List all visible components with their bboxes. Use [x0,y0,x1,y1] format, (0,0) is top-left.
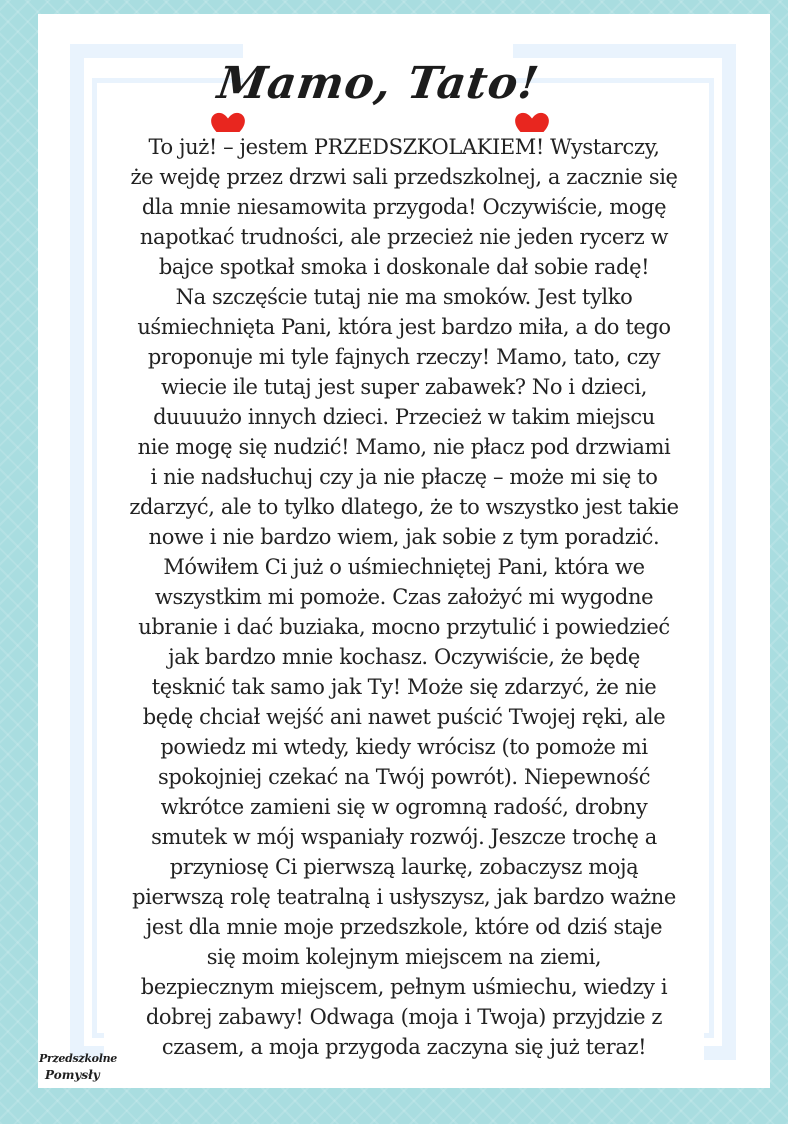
letter-line: bajce spotkał smoka i doskonale dał sobie radę! [158,255,650,279]
letter-page [38,14,770,1088]
letter-line: czasem, a moja przygoda zaczyna się już teraz! [161,1035,647,1059]
letter-line: pierwszą rolę teatralną i usłyszysz, jak bardzo ważne [132,885,676,909]
title-box [214,44,542,122]
letter-line: nowe i nie bardzo wiem, jak sobie z tym poradzić. [148,525,660,549]
letter-line: smutek w mój wspaniały rozwój. Jeszcze trochę a [151,825,657,849]
letter-line: dla mnie niesamowita przygoda! Oczywiście, mogę [141,195,667,219]
letter-line: ubranie i dać buziaka, mocno przytulić i powiedzieć [138,615,670,639]
letter-line: się moim kolejnym miejscem na ziemi, [206,945,602,969]
letter-line: przyniosę Ci pierwszą laurkę, zobaczysz moją [169,855,639,879]
letter-line: że wejdę przez drzwi sali przedszkolnej, a zacznie się [130,165,678,189]
letter-line: Na szczęście tutaj nie ma smoków. Jest tylko [175,285,633,309]
letter-line: To już! – jestem PRZEDSZKOLAKIEM! Wystarczy, [148,135,660,159]
letter-line: napotkać trudności, ale przecież nie jeden rycerz w [139,225,669,249]
letter-line: spokojniej czekać na Twój powrót). Niepewność [157,765,651,789]
letter-line: proponuje mi tyle fajnych rzeczy! Mamo, tato, czy [147,345,661,369]
letter-line: bezpiecznym miejscem, pełnym uśmiechu, wiedzy i [140,975,668,999]
letter-line: wszystkim mi pomoże. Czas założyć mi wygodne [154,585,654,609]
letter-line: Mówiłem Ci już o uśmiechniętej Pani, która we [163,555,645,579]
letter-line: jak bardzo mnie kochasz. Oczywiście, że będę [168,645,640,669]
letter-line: wkrótce zamieni się w ogromną radość, drobny [160,795,648,819]
letter-line: zdarzyć, ale to tylko dlatego, że to wszystko jest takie [129,495,679,519]
brand-logo [39,1052,117,1088]
letter-line: powiedz mi wtedy, kiedy wrócisz (to pomoże mi [160,735,648,759]
letter-line: będę chciał wejść ani nawet puścić Twojej ręki, ale [142,705,666,729]
letter-line: dobrej zabawy! Odwaga (moja i Twoja) przyjdzie z [145,1005,663,1029]
letter-line: wiecie ile tutaj jest super zabawek? No i dzieci, [161,375,647,399]
letter-line: duuuużo innych dzieci. Przecież w takim miejscu [153,405,655,429]
letter-line: i nie nadsłuchuj czy ja nie płaczę – może mi się to [150,465,658,489]
letter-line: uśmiechnięta Pani, która jest bardzo miła, a do tego [137,315,671,339]
letter-body [104,132,704,1062]
logo-line-1: Przedszkolne [39,1052,117,1065]
logo-line-2: Pomysły [45,1068,100,1082]
letter-line: tęsknić tak samo jak Ty! Może się zdarzyć, że nie [151,675,657,699]
letter-line: nie mogę się nudzić! Mamo, nie płacz pod drzwiami [137,435,671,459]
page-title: Mamo, Tato! [214,57,542,109]
letter-line: jest dla mnie moje przedszkole, które od dziś staje [145,915,663,939]
